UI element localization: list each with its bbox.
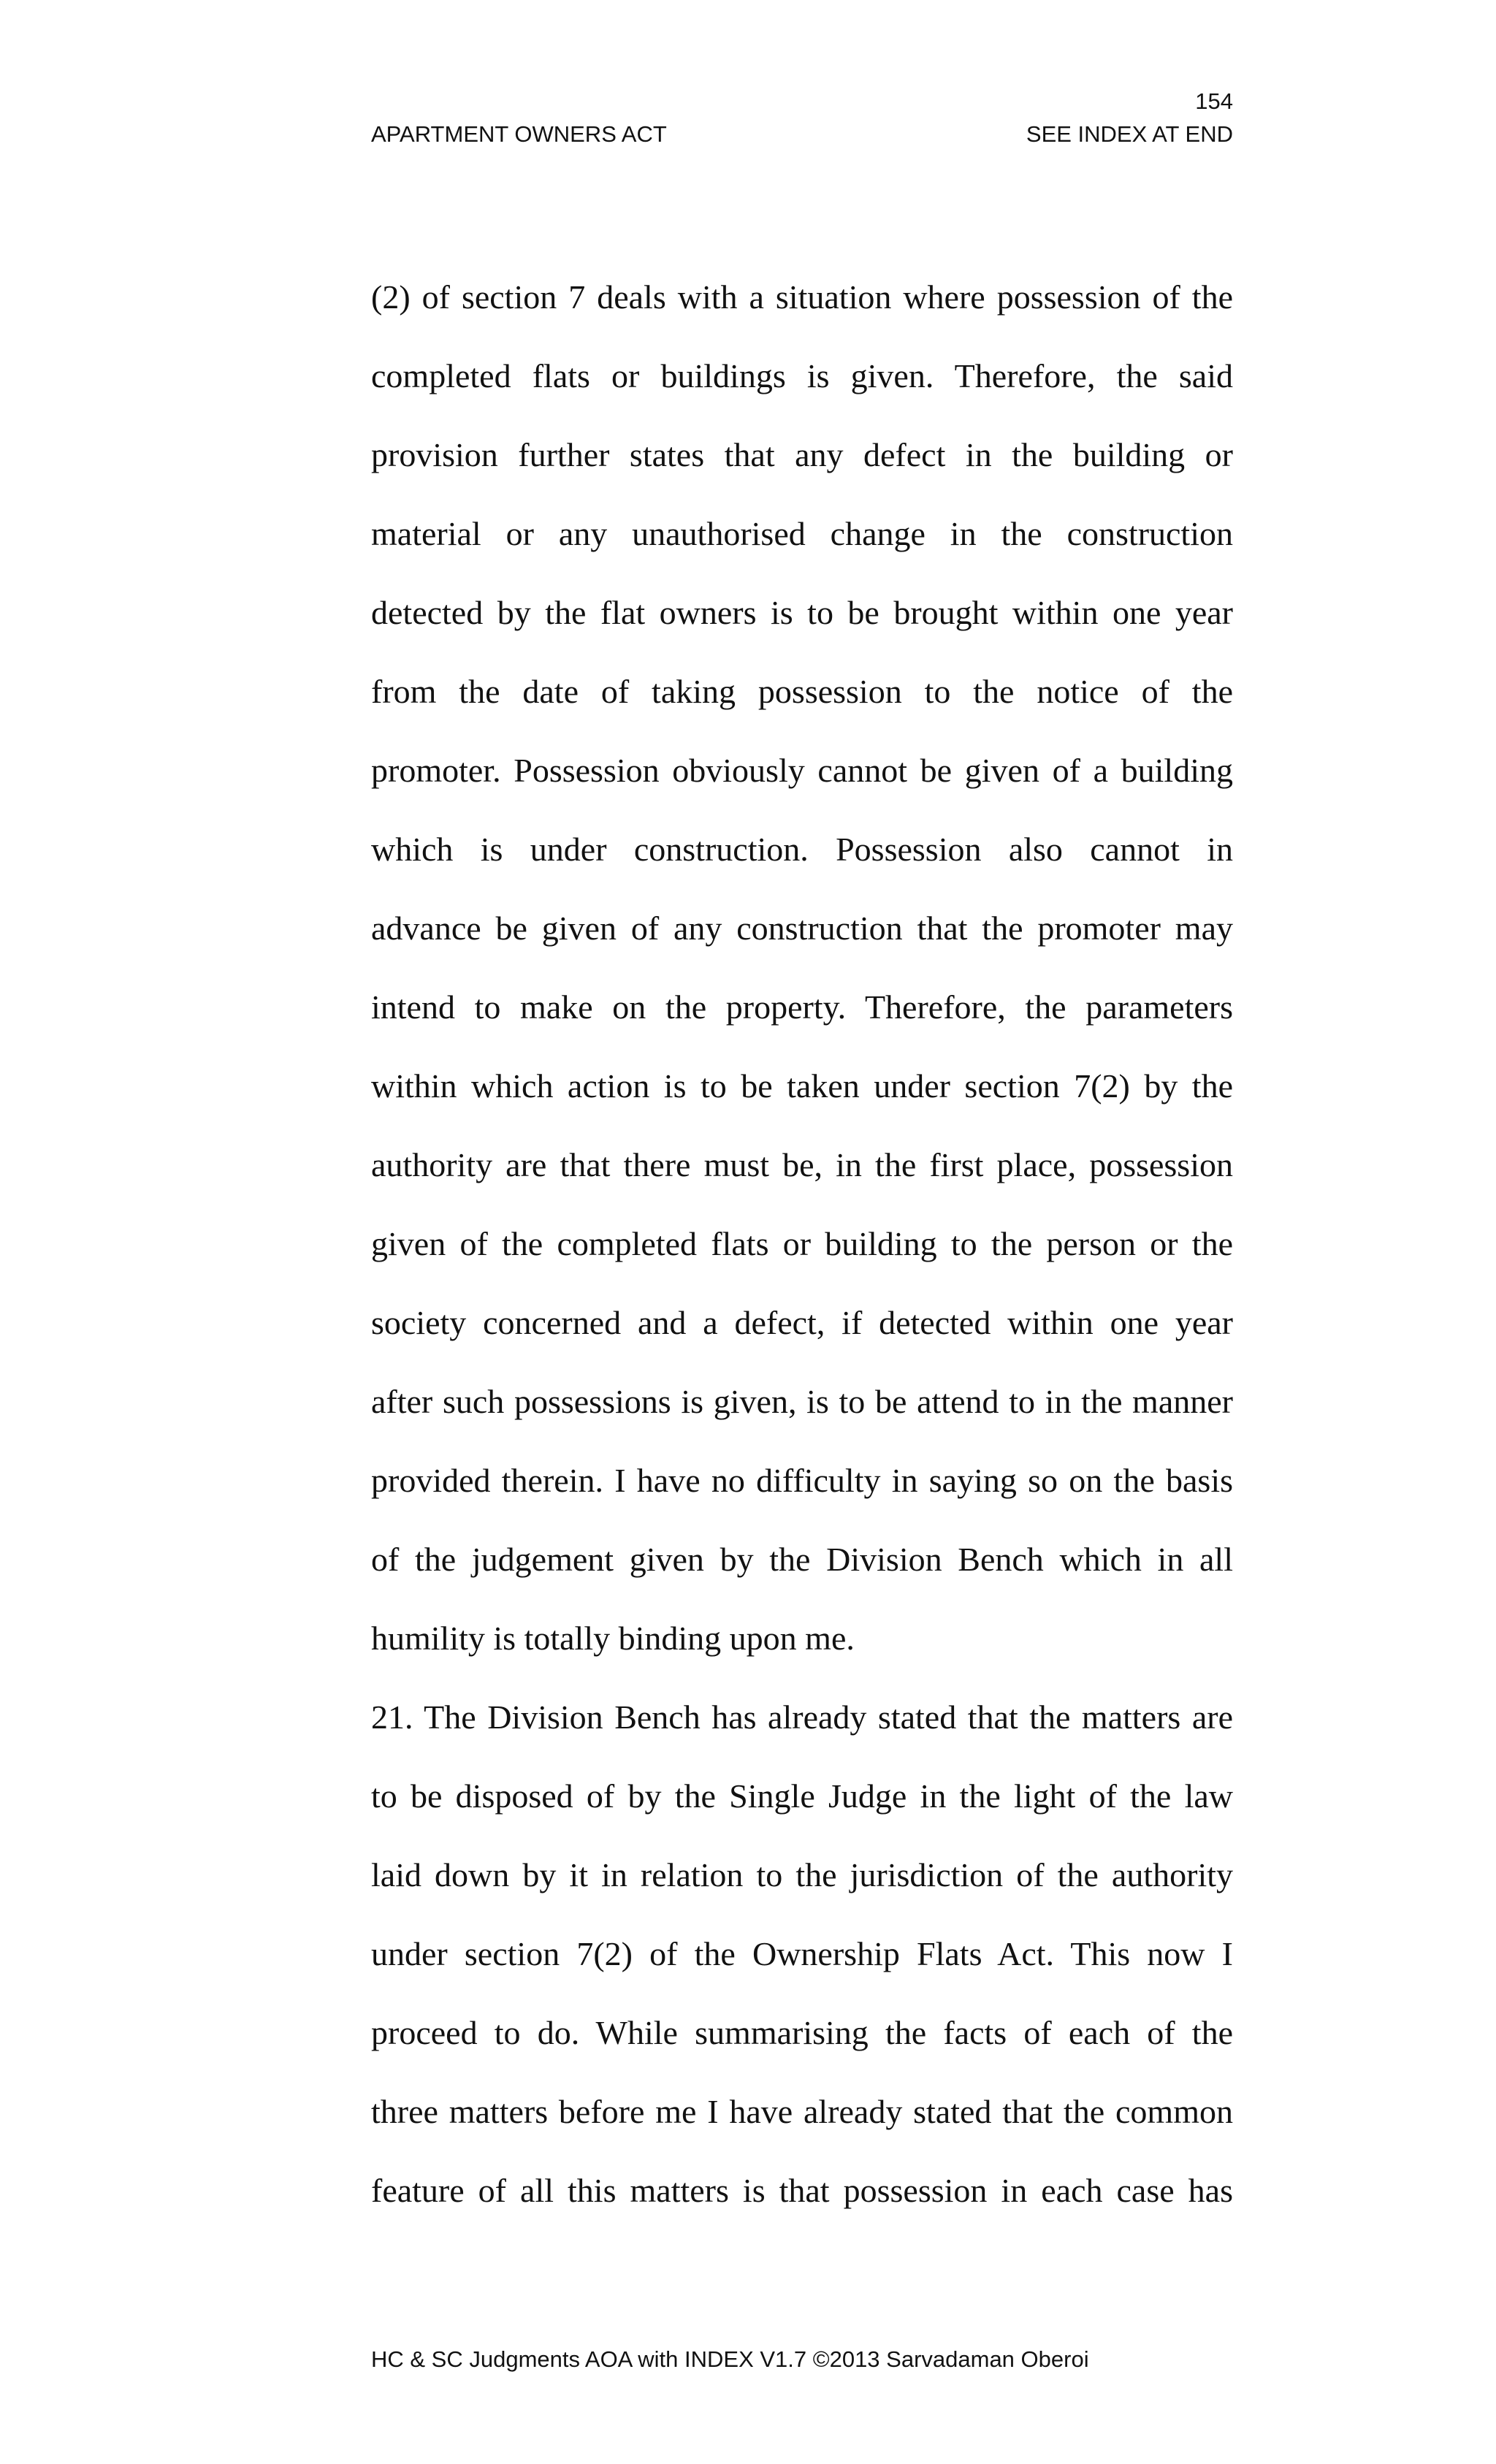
body-text: [371, 258, 1233, 2230]
text-line: three matters before me I have already stated that the common: [371, 2093, 1233, 2130]
paragraph-end-line: humility is totally binding upon me.: [371, 1620, 855, 1657]
text-line: provided therein. I have no difficulty in saying so on the basis: [371, 1462, 1233, 1499]
page-number: 154: [1195, 88, 1233, 114]
header-left-title: APARTMENT OWNERS ACT: [371, 121, 667, 147]
text-line: promoter. Possession obviously cannot be given of a building: [371, 752, 1233, 789]
text-line: to be disposed of by the Single Judge in the light of the law: [371, 1777, 1233, 1815]
text-line: detected by the flat owners is to be brought within one year: [371, 594, 1233, 631]
text-line: laid down by it in relation to the jurisdiction of the authority: [371, 1856, 1233, 1893]
text-line: authority are that there must be, in the first place, possession: [371, 1146, 1233, 1183]
text-line: within which action is to be taken under section 7(2) by the: [371, 1067, 1233, 1105]
header-right-note: SEE INDEX AT END: [1026, 121, 1233, 147]
text-line: 21. The Division Bench has already stated that the matters are: [371, 1698, 1233, 1736]
page-footer: HC & SC Judgments AOA with INDEX V1.7 ©2013 Sarvadaman Oberoi: [371, 2346, 1089, 2372]
text-line: after such possessions is given, is to be attend to in the manner: [371, 1383, 1233, 1420]
text-line: society concerned and a defect, if detected within one year: [371, 1304, 1233, 1341]
text-line: intend to make on the property. Therefore, the parameters: [371, 988, 1233, 1026]
text-line: proceed to do. While summarising the facts of each of the: [371, 2014, 1233, 2051]
text-line: feature of all this matters is that possession in each case has: [371, 2172, 1233, 2209]
text-line: given of the completed flats or building to the person or the: [371, 1225, 1233, 1262]
text-line: material or any unauthorised change in the construction: [371, 515, 1233, 552]
text-line: from the date of taking possession to the notice of the: [371, 673, 1233, 710]
text-line: provision further states that any defect in the building or: [371, 436, 1233, 473]
text-line: of the judgement given by the Division Bench which in all: [371, 1541, 1233, 1578]
text-line: (2) of section 7 deals with a situation where possession of the: [371, 278, 1233, 316]
text-line: under section 7(2) of the Ownership Flats Act. This now I: [371, 1935, 1233, 1972]
text-line: completed flats or buildings is given. Therefore, the said: [371, 357, 1233, 394]
running-header: [371, 121, 1233, 148]
text-line: which is under construction. Possession also cannot in: [371, 831, 1233, 868]
text-line: advance be given of any construction that the promoter may: [371, 909, 1233, 947]
